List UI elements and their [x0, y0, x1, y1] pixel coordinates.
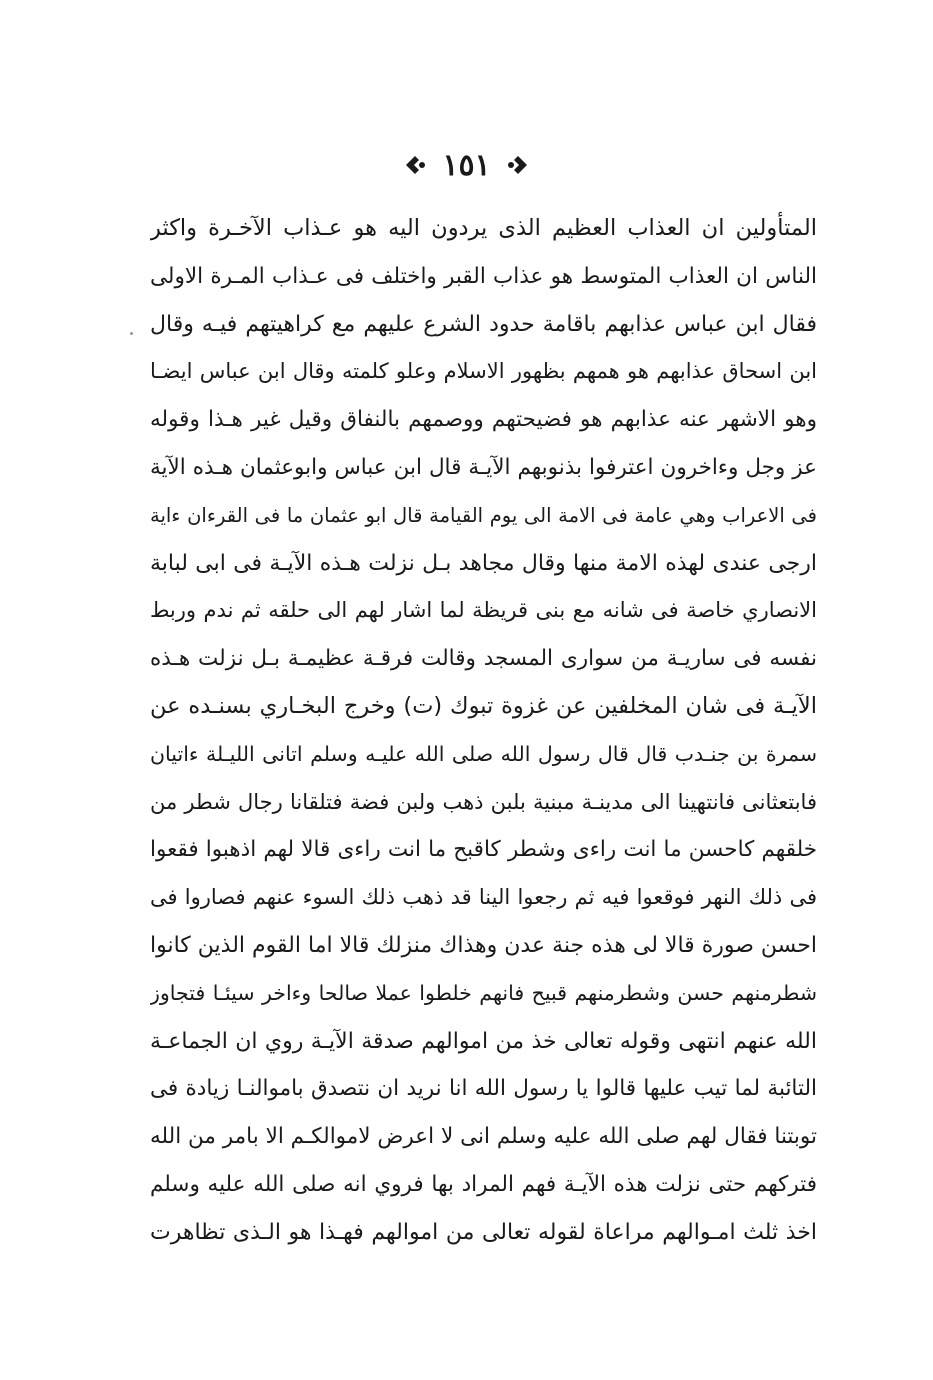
text-line: وهو الاشهر عنه عذابهم هو فضيحتهم ووصمهم بالنفاق وقيل غير هـذا وقوله	[150, 407, 817, 433]
text-line: الله عنهم انتهى وقوله تعالى خذ من اموالهم صدقة الآيـة روي ان الجماعـة	[150, 1028, 817, 1054]
text-line: فابتعثانى فانتهينا الى مدينـة مبنية بلبن ذهب ولبن فضة فتلقانا رجال شطر من	[150, 789, 817, 814]
body-text	[150, 205, 817, 1305]
text-line: الناس ان العذاب المتوسط هو عذاب القبر واختلف فى عـذاب المـرة الاولى	[150, 263, 817, 289]
page-header	[0, 142, 933, 188]
text-line: اخذ ثلث امـوالهم مراعاة لقوله تعالى من اموالهم فهـذا هو الـذى تظاهرت	[150, 1219, 817, 1245]
text-line: توبتنا فقال لهم صلى الله عليه وسلم انى لا اعرض لاموالكـم الا بامر من الله	[150, 1124, 817, 1150]
text-line: فى ذلك النهر فوقعوا فيه ثم رجعوا الينا قد ذهب ذلك السوء عنهم فصاروا فى	[150, 885, 817, 910]
text-line: ابن اسحاق عذابهم هو همهم بظهور الاسلام وعلو كلمته وقال ابن عباس ايضـا	[150, 359, 817, 384]
ornament-right-icon	[505, 152, 531, 178]
text-line: فى الاعراب وهي عامة فى الامة الى يوم القيامة قال ابو عثمان ما فى القرءان ءاية	[150, 503, 817, 527]
text-line: شطرمنهم حسن وشطرمنهم قبيح فانهم خلطوا عملا صالحا وءاخر سيئـا فتجاوز	[150, 980, 817, 1005]
text-line: خلقهم كاحسن ما انت راءى وشطر كاقبح ما انت راءى قالا لهم اذهبوا فقعوا	[150, 837, 817, 863]
text-line: التائبة لما تيب عليها قالوا يا رسول الله انا نريد ان نتصدق باموالنـا زيادة فى	[150, 1076, 817, 1102]
ornament-left-icon	[402, 152, 428, 178]
text-line: ارجى عندى لهذه الامة منها وقال مجاهد بـل نزلت هـذه الآيـة فى ابى لبابة	[150, 550, 817, 576]
text-line: الانصاري خاصة فى شانه مع بنى قريظة لما اشار لهم الى حلقه ثم ندم وربط	[150, 598, 817, 623]
text-line: عز وجل وءاخرون اعترفوا بذنوبهم الآيـة قال ابن عباس وابوعثمان هـذه الآية	[150, 454, 817, 480]
text-line: المتأولين ان العذاب العظيم الذى يردون اليه هو عـذاب الآخـرة واكثر	[150, 215, 817, 241]
text-line: نفسه فى ساريـة من سوارى المسجد وقالت فرقـة عظيمـة بـل نزلت هـذه	[150, 646, 817, 672]
text-line: فقال ابن عباس عذابهم باقامة حدود الشرع عليهم مع كراهيتهم فيـه وقال	[150, 311, 817, 337]
text-line: احسن صورة قالا لى هذه جنة عدن وهذاك منزلك قالا اما القوم الذين كانوا	[150, 932, 817, 958]
text-line: فتركهم حتى نزلت هذه الآيـة فهم المراد بها فروي انه صلى الله عليه وسلم	[150, 1171, 817, 1197]
text-line: الآيـة فى شان المخلفين عن غزوة تبوك (ت) وخرج البخـاري بسنـده عن	[150, 692, 817, 719]
margin-mark	[130, 332, 133, 335]
page-number: ١٥١	[442, 147, 491, 183]
text-line: سمرة بن جنـدب قال قال رسول الله صلى الله عليـه وسلم اتانى الليـلة ءاتيان	[150, 741, 817, 766]
